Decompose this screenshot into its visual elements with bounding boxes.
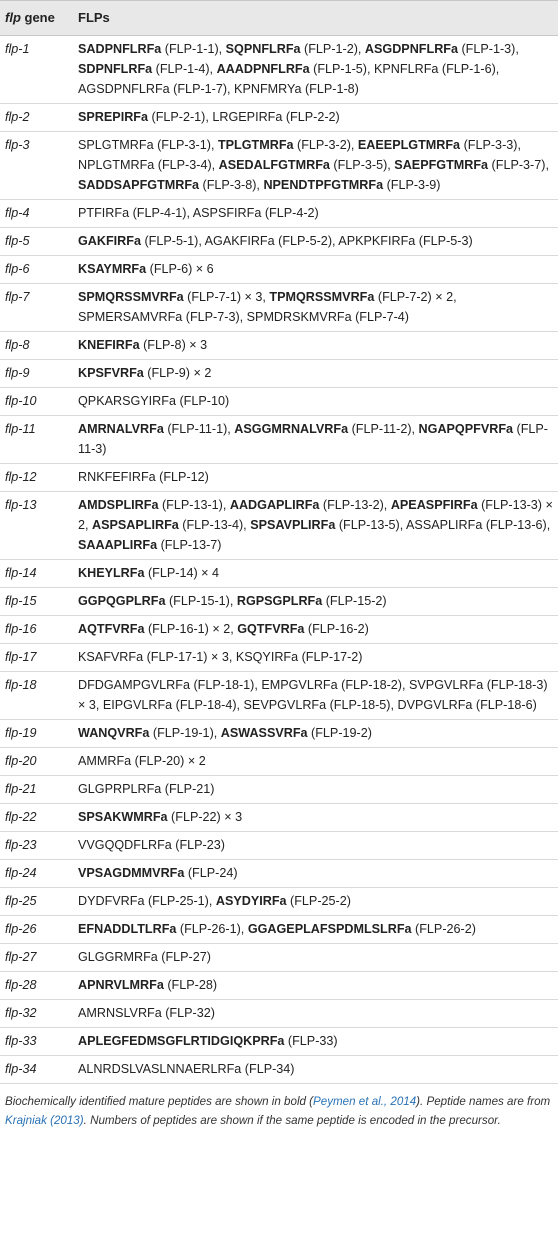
table-row	[0, 492, 558, 560]
gene-cell: flp-3	[0, 132, 73, 200]
peptide-text: (FLP-11-1),	[163, 422, 235, 436]
gene-cell: flp-7	[0, 284, 73, 332]
table-row	[0, 832, 558, 860]
peptide-bold: GQTFVRFa	[237, 622, 305, 636]
table-row	[0, 256, 558, 284]
gene-cell: flp-19	[0, 720, 73, 748]
table-row	[0, 720, 558, 748]
peptide-text: (FLP-1-1),	[161, 42, 226, 56]
gene-cell: flp-11	[0, 416, 73, 464]
peptide-bold: AAADPNFLRFa	[216, 62, 310, 76]
peptide-bold: AQTFVRFa	[78, 622, 145, 636]
gene-cell: flp-34	[0, 1056, 73, 1084]
gene-cell: flp-17	[0, 644, 73, 672]
peptide-bold: KPSFVRFa	[78, 366, 144, 380]
gene-cell: flp-10	[0, 388, 73, 416]
table-row	[0, 1056, 558, 1084]
peptide-text: (FLP-3-2),	[293, 138, 358, 152]
table-row	[0, 416, 558, 464]
flps-cell	[73, 804, 558, 832]
peptide-text: (FLP-25-2)	[286, 894, 351, 908]
peptide-text: (FLP-8) × 3	[139, 338, 208, 352]
ref-krajniak-link[interactable]: Krajniak (2013)	[5, 1114, 84, 1127]
table-row	[0, 464, 558, 492]
peptide-text: GLGPRPLRFa (FLP-21)	[78, 782, 215, 796]
peptide-bold: SDPNFLRFa	[78, 62, 153, 76]
peptide-bold: SPSAVPLIRFa	[250, 518, 336, 532]
gene-cell: flp-24	[0, 860, 73, 888]
peptide-text: (FLP-19-1),	[149, 726, 221, 740]
gene-cell: flp-5	[0, 228, 73, 256]
gene-cell: flp-22	[0, 804, 73, 832]
peptide-bold: SPREPIRFa	[78, 110, 148, 124]
table-row	[0, 1000, 558, 1028]
peptide-bold: VPSAGDMMVRFa	[78, 866, 185, 880]
peptide-text: DFDGAMPGVLRFa (FLP-18-1), EMPGVLRFa (FLP-18-2), SVPGVLRFa (FLP-18-3) × 3, EIPGVLRFa (FLP-18-4), SEVPGVLRFa (FLP-18-5), DVPGVLRFa (FLP-18-6)	[78, 678, 548, 712]
peptide-bold: KSAYMRFa	[78, 262, 147, 276]
peptide-bold: SQPNFLRFa	[225, 42, 301, 56]
peptide-text: (FLP-3-8),	[199, 178, 264, 192]
gene-cell: flp-26	[0, 916, 73, 944]
peptide-text: (FLP-1-5), KPNFLRFa (FLP-1-6), AGSDPNFLRFa (FLP-1-7), KPNFMRYa (FLP-1-8)	[78, 62, 500, 96]
peptide-text: (FLP-33)	[284, 1034, 338, 1048]
flps-cell	[73, 228, 558, 256]
peptide-text: (FLP-13-4),	[178, 518, 251, 532]
peptide-bold: APLEGFEDMSGFLRTIDGIQKPRFa	[78, 1034, 285, 1048]
peptide-text: (FLP-1-2),	[300, 42, 365, 56]
table-row	[0, 228, 558, 256]
table-row	[0, 944, 558, 972]
peptide-text: (FLP-13-5), ASSAPLIRFa (FLP-13-6),	[335, 518, 551, 532]
gene-cell: flp-1	[0, 36, 73, 104]
table-body	[0, 36, 558, 1084]
gene-cell: flp-15	[0, 588, 73, 616]
flps-cell	[73, 588, 558, 616]
gene-cell: flp-25	[0, 888, 73, 916]
peptide-text: (FLP-11-3)	[78, 422, 548, 456]
flps-cell	[73, 104, 558, 132]
gene-cell: flp-32	[0, 1000, 73, 1028]
gene-cell: flp-6	[0, 256, 73, 284]
peptide-bold: TPLGTMRFa	[217, 138, 294, 152]
flps-cell	[73, 644, 558, 672]
peptide-bold: ASEDALFGTMRFa	[218, 158, 330, 172]
flps-cell	[73, 492, 558, 560]
peptide-bold: NGAPQPFVRFa	[418, 422, 514, 436]
peptide-text: (FLP-1-3),	[457, 42, 519, 56]
table-row	[0, 588, 558, 616]
peptide-text: (FLP-2-1), LRGEPIRFa (FLP-2-2)	[148, 110, 340, 124]
flps-cell	[73, 1000, 558, 1028]
peptide-bold: APEASPFIRFa	[390, 498, 478, 512]
peptide-bold: GAKFIRFa	[78, 234, 141, 248]
peptide-text: RNKFEFIRFa (FLP-12)	[78, 470, 209, 484]
gene-cell: flp-33	[0, 1028, 73, 1056]
flps-cell	[73, 1028, 558, 1056]
gene-cell: flp-13	[0, 492, 73, 560]
peptide-bold: AMDSPLIRFa	[78, 498, 159, 512]
flps-cell	[73, 1056, 558, 1084]
gene-cell: flp-14	[0, 560, 73, 588]
peptide-text: (FLP-7-1) × 3,	[183, 290, 270, 304]
peptide-text: (FLP-9) × 2	[143, 366, 212, 380]
table-row	[0, 560, 558, 588]
peptide-text: (FLP-13-1),	[158, 498, 230, 512]
peptide-bold: ASYDYIRFa	[215, 894, 287, 908]
peptide-text: (FLP-13-2),	[319, 498, 391, 512]
flps-cell	[73, 832, 558, 860]
header-flps: FLPs	[73, 1, 558, 36]
peptide-bold: APNRVLMRFa	[78, 978, 164, 992]
peptide-bold: SADPNFLRFa	[78, 42, 162, 56]
gene-cell: flp-18	[0, 672, 73, 720]
peptide-text: VVGQQDFLRFa (FLP-23)	[78, 838, 225, 852]
flps-cell	[73, 944, 558, 972]
flps-cell	[73, 720, 558, 748]
gene-cell: flp-16	[0, 616, 73, 644]
peptide-bold: WANQVRFa	[78, 726, 150, 740]
peptide-text: (FLP-3-3), NPLGTMRFa (FLP-3-4),	[78, 138, 521, 172]
table-row	[0, 360, 558, 388]
flps-cell	[73, 360, 558, 388]
flps-cell	[73, 616, 558, 644]
gene-cell: flp-20	[0, 748, 73, 776]
peptide-text: QPKARSGYIRFa (FLP-10)	[78, 394, 230, 408]
peptide-text: (FLP-14) × 4	[144, 566, 220, 580]
table-row	[0, 916, 558, 944]
peptide-text: (FLP-16-2)	[304, 622, 369, 636]
peptide-bold: AMRNALVRFa	[78, 422, 164, 436]
peptide-text: (FLP-15-1),	[165, 594, 237, 608]
peptide-text: SPLGTMRFa (FLP-3-1),	[78, 138, 218, 152]
table-row	[0, 644, 558, 672]
table-row	[0, 36, 558, 104]
flps-cell	[73, 132, 558, 200]
peptide-text: (FLP-3-5),	[329, 158, 395, 172]
gene-cell: flp-4	[0, 200, 73, 228]
peptide-text: GLGGRMRFa (FLP-27)	[78, 950, 211, 964]
header-gene: flp gene	[0, 1, 73, 36]
peptide-bold: SPSAKWMRFa	[78, 810, 168, 824]
peptide-text: (FLP-16-1) × 2,	[144, 622, 238, 636]
table-row	[0, 860, 558, 888]
table-row	[0, 672, 558, 720]
peptide-text: KSAFVRFa (FLP-17-1) × 3, KSQYIRFa (FLP-17-2)	[78, 650, 363, 664]
peptide-bold: KHEYLRFa	[78, 566, 145, 580]
table-row	[0, 388, 558, 416]
table-row	[0, 104, 558, 132]
peptide-text: (FLP-3-9)	[383, 178, 441, 192]
peptide-text: (FLP-26-1),	[176, 922, 248, 936]
flps-cell	[73, 416, 558, 464]
peptide-bold: NPENDTPFGTMRFa	[263, 178, 384, 192]
peptide-bold: ASWASSVRFa	[220, 726, 308, 740]
peptide-bold: GGAGEPLAFSPDMLSLRFa	[247, 922, 412, 936]
table-row	[0, 972, 558, 1000]
peptide-bold: ASGDPNFLRFa	[364, 42, 458, 56]
flps-cell	[73, 776, 558, 804]
table-row	[0, 748, 558, 776]
flps-cell	[73, 916, 558, 944]
gene-cell: flp-23	[0, 832, 73, 860]
table-row	[0, 616, 558, 644]
flps-cell	[73, 748, 558, 776]
flps-cell	[73, 388, 558, 416]
peptide-text: (FLP-15-2)	[322, 594, 387, 608]
peptide-bold: SAAAPLIRFa	[78, 538, 158, 552]
peptide-text: AMMRFa (FLP-20) × 2	[78, 754, 206, 768]
peptide-bold: GGPQGPLRFa	[78, 594, 166, 608]
table-row	[0, 332, 558, 360]
peptide-text: (FLP-24)	[184, 866, 238, 880]
gene-cell: flp-12	[0, 464, 73, 492]
gene-cell: flp-27	[0, 944, 73, 972]
peptide-bold: TPMQRSSMVRFa	[269, 290, 375, 304]
table-row	[0, 804, 558, 832]
peptide-bold: SADDSAPFGTMRFa	[78, 178, 200, 192]
peptide-text: (FLP-28)	[163, 978, 218, 992]
flps-cell	[73, 972, 558, 1000]
peptide-bold: EFNADDLTLRFa	[78, 922, 177, 936]
peptide-text: (FLP-13-7)	[157, 538, 222, 552]
flps-cell	[73, 200, 558, 228]
peptide-text: (FLP-13-3) × 2,	[78, 498, 553, 532]
peptide-bold: SPMQRSSMVRFa	[78, 290, 184, 304]
peptide-bold: KNEFIRFa	[78, 338, 140, 352]
peptide-bold: EAEEPLGTMRFa	[357, 138, 461, 152]
peptide-text: DYDFVRFa (FLP-25-1),	[78, 894, 216, 908]
peptide-bold: AADGAPLIRFa	[229, 498, 320, 512]
gene-cell: flp-8	[0, 332, 73, 360]
flps-cell	[73, 284, 558, 332]
peptide-bold: SAEPFGTMRFa	[394, 158, 489, 172]
flps-cell	[73, 672, 558, 720]
table-row	[0, 200, 558, 228]
peptide-text: (FLP-5-1), AGAKFIRFa (FLP-5-2), APKPKFIRFa (FLP-5-3)	[140, 234, 473, 248]
peptide-text: (FLP-1-4),	[152, 62, 217, 76]
peptide-text: PTFIRFa (FLP-4-1), ASPSFIRFa (FLP-4-2)	[78, 206, 319, 220]
flps-cell	[73, 860, 558, 888]
peptide-text: (FLP-22) × 3	[167, 810, 243, 824]
flps-cell	[73, 256, 558, 284]
gene-cell: flp-9	[0, 360, 73, 388]
table-header-row	[0, 1, 558, 36]
peptide-text: (FLP-11-2),	[348, 422, 419, 436]
ref-peymen-link[interactable]: Peymen et al., 2014	[313, 1095, 417, 1108]
flps-cell	[73, 560, 558, 588]
peptide-text: ALNRDSLVASLNNAERLRFa (FLP-34)	[78, 1062, 295, 1076]
peptide-text: (FLP-6) × 6	[146, 262, 214, 276]
table-row	[0, 132, 558, 200]
peptide-text: AMRNSLVRFa (FLP-32)	[78, 1006, 215, 1020]
gene-cell: flp-21	[0, 776, 73, 804]
table-footnote: Biochemically identified mature peptides are shown in bold (Peymen et al., 2014). Peptide names are from Krajniak (2013). Numbers of peptides are shown if the same peptide is encoded in the precursor.	[5, 1095, 551, 1127]
table-row	[0, 1028, 558, 1056]
peptide-text: (FLP-7-2) × 2, SPMERSAMVRFa (FLP-7-3), SPMDRSKMVRFa (FLP-7-4)	[78, 290, 457, 324]
gene-cell: flp-28	[0, 972, 73, 1000]
peptide-bold: ASPSAPLIRFa	[92, 518, 179, 532]
flps-cell	[73, 464, 558, 492]
table-row	[0, 284, 558, 332]
flps-cell	[73, 332, 558, 360]
table-row	[0, 776, 558, 804]
peptide-text: (FLP-3-7),	[488, 158, 549, 172]
peptide-text: (FLP-19-2)	[307, 726, 372, 740]
flps-cell	[73, 36, 558, 104]
peptide-bold: RGPSGPLRFa	[236, 594, 323, 608]
flps-cell	[73, 888, 558, 916]
peptide-bold: ASGGMRNALVRFa	[234, 422, 349, 436]
table-row	[0, 888, 558, 916]
peptide-text: (FLP-26-2)	[411, 922, 476, 936]
gene-cell: flp-2	[0, 104, 73, 132]
